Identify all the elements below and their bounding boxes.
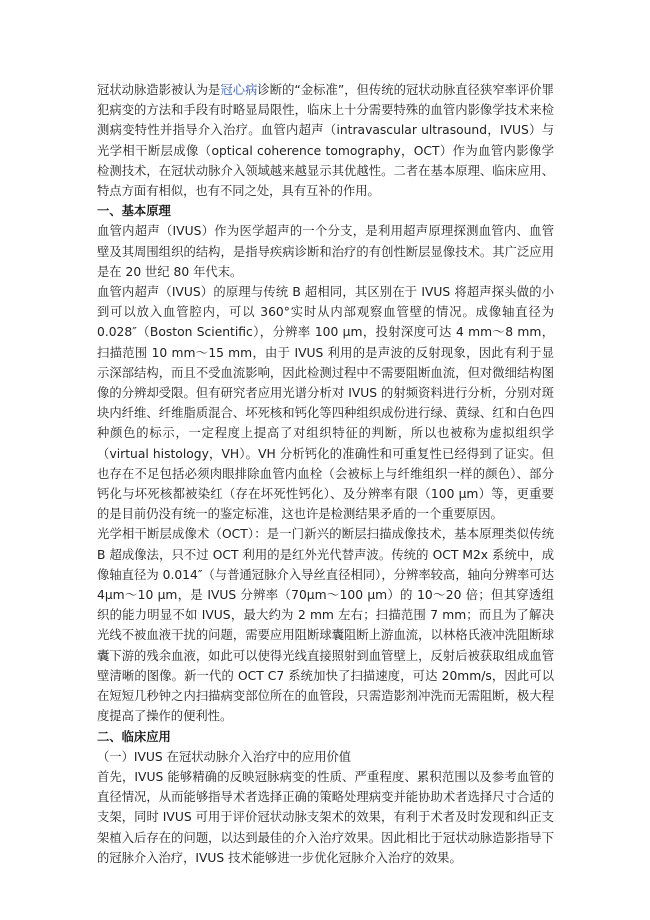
subsection-heading-ivus-value: （一）IVUS 在冠状动脉介入治疗中的应用价值 (97, 749, 352, 764)
coronary-heart-disease-link[interactable]: 冠心病 (220, 83, 258, 97)
ivus-principle-paragraph: 血管内超声（IVUS）的原理与传统 B 超相同，其区别在于 IVUS 将超声探头做的小到可以放入血管腔内，可以 360°实时从内部观察血管壁的情况。成像轴直径为 0.028″（Boston Scientific），分辨率 100 μm，投射深度可达 4 mm～8 mm，扫描范围 10 mm～15 mm，由于 IVUS 利用的是声波的反射现象，因此有利于显示深部结构，而且不受血流影响，因此检测过程中不需要阻断血流，但对微细结构图像的分辨却受限。但有研究者应用光谱分析对 IVUS 的射频资料进行分析，分别对斑块内纤维、纤维脂质混合、坏死核和钙化等四种组织成份进行绿、黄绿、红和白色四种颜色的标示，一定程度上提高了对组织特征的判断，所以也被称为虚拟组织学（virtual histology，VH）。VH 分析钙化的准确性和可重复性已经得到了证实。但也存在不足包括必须肉眼排除血管内血栓（会被标上与纤维组织一样的颜色）、部分钙化与坏死核都被染红（存在坏死性钙化）、及分辨率有限（100 μm）等，更重要的是目前仍没有统一的鉴定标准，这也许是检测结果矛盾的一个重要原因。 (97, 285, 554, 522)
ivus-value-paragraph: 首先，IVUS 能够精确的反映冠脉病变的性质、严重程度、累积范围以及参考血管的直径情况，从而能够指导术者选择正确的策略处理病变并能协助术者选择尺寸合适的支架，同时 IVUS 可用于评价冠状动脉支架术的效果，有利于术者及时发现和纠正支架植入后存在的问题，以达到最佳的介入治疗效果。因此相比于冠状动脉造影指导下的冠脉介入治疗，IVUS 技术能够进一步优化冠脉介入治疗的效果。 (97, 769, 554, 865)
intro-text-a: 冠状动脉造影被认为是 (97, 83, 221, 97)
oct-principle-paragraph: 光学相干断层成像术（OCT）：是一门新兴的断层扫描成像技术，基本原理类似传统 B 超成像法，只不过 OCT 利用的是红外光代替声波。传统的 OCT M2x 系统中，成像轴直径为 0.014″（与普通冠脉介入导丝直径相同），分辨率较高，轴向分辨率可达 4μm～10 μm，是 IVUS 分辨率（70μm～100 μm）的 10～20 倍；但其穿透组织的能力明显不如 IVUS，最大约为 2 mm 左右；扫描范围 7 mm；而且为了解决光线不被血液干扰的问题，需要应用阻断球囊阻断上游血流，以林格氏液冲洗阻断球囊下游的残余血液，如此可以使得光线直接照射到血管壁上，反射后被获取组成血管壁清晰的图像。新一代的 OCT C7 系统加快了扫描速度，可达 20mm/s，因此可以在短短几秒钟之内扫描病变部位所在的血管段，只需造影剂冲洗而无需阻断，极大程度提高了操作的便利性。 (97, 527, 554, 724)
section-heading-clinical: 二、临床应用 (97, 729, 171, 744)
intro-text-b: 诊断的“金标准”，但传统的冠状动脉直径狭窄率评价罪犯病变的方法和手段有时略显局限性，临床上十分需要特殊的血管内影像学技术来检测病变特性并指导介入治疗。血管内超声（intravascular ultrasound，IVUS）与光学相干断层成像（optical coherence tomography，OCT）作为血管内影像学检测技术，在冠状动脉介入领域越来越显示其优越性。二者在基本原理、临床应用、特点方面有相似，也有不同之处，具有互补的作用。 (97, 83, 554, 199)
ivus-intro-paragraph: 血管内超声（IVUS）作为医学超声的一个分支，是利用超声原理探测血管内、血管壁及其周围组织的结构，是指导疾病诊断和治疗的有创性断层显像技术。其广泛应用是在 20 世纪 80 年代末。 (97, 224, 554, 279)
intro-paragraph (97, 80, 554, 201)
section-heading-principles: 一、基本原理 (97, 204, 171, 219)
